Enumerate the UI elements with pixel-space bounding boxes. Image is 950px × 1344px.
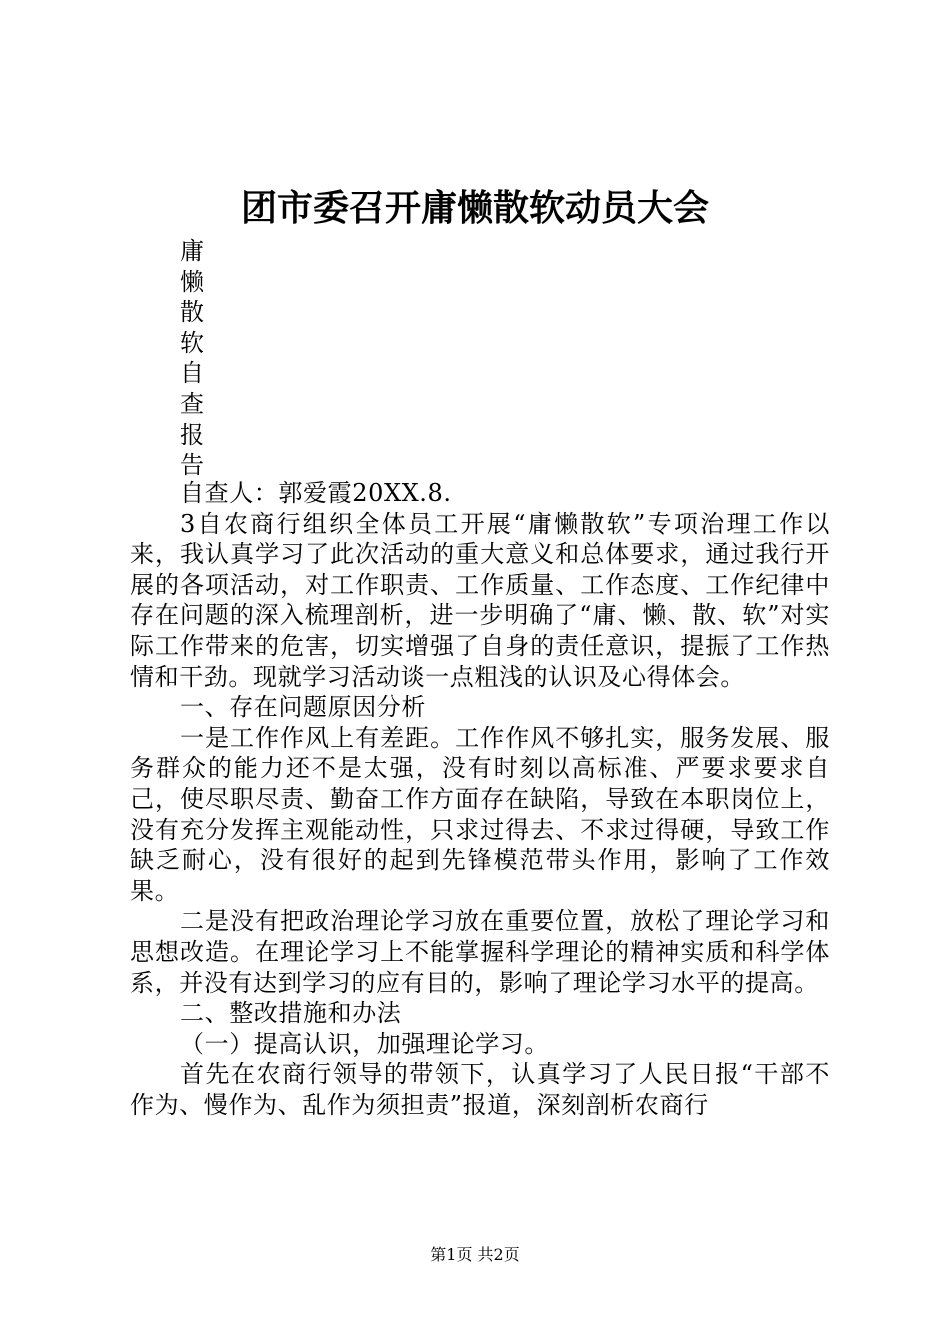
document-body bbox=[130, 478, 830, 1120]
vertical-heading bbox=[180, 236, 220, 481]
paragraph-problem-2: 二是没有把政治理论学习放在重要位置，放松了理论学习和思想改造。在理论学习上不能掌握科学理论的精神实质和科学体系，并没有达到学习的应有目的，影响了理论学习水平的提高。 bbox=[130, 907, 830, 997]
vertical-char: 庸 bbox=[180, 237, 204, 265]
paragraph-measure-1: 首先在农商行领导的带领下，认真学习了人民日报“干部不作为、慢作为、乱作为须担责”报道，深刻剖析农商行 bbox=[130, 1060, 830, 1119]
vertical-char: 查 bbox=[180, 389, 204, 418]
vertical-char: 告 bbox=[180, 451, 204, 480]
vertical-char: 散 bbox=[180, 298, 204, 327]
intro-paragraph: 3自农商行组织全体员工开展“庸懒散软”专项治理工作以来，我认真学习了此次活动的重大意义和总体要求，通过我行开展的各项活动，对工作职责、工作质量、工作态度、工作纪律中存在问题的深入梳理剖析，进一步明确了“庸、懒、散、软”对实际工作带来的危害，切实增强了自身的责任意识，提振了工作热情和干劲。现就学习活动谈一点粗浅的认识及心得体会。 bbox=[130, 509, 830, 691]
document-title: 团市委召开庸懒散软动员大会 bbox=[240, 187, 709, 229]
vertical-char: 自 bbox=[180, 359, 204, 388]
author-line: 自查人：郭爱霞20XX.8. bbox=[180, 479, 452, 507]
section-heading-2: 二、整改措施和办法 bbox=[180, 999, 402, 1028]
paragraph-problem-1: 一是工作作风上有差距。工作作风不够扎实，服务发展、服务群众的能力还不是太强，没有时刻以高标准、严要求要求自己，使尽职尽责、勤奋工作方面存在缺陷，导致在本职岗位上，没有充分发挥主观能动性，只求过得去、不求过得硬，导致工作缺乏耐心，没有很好的起到先锋模范带头作用，影响了工作效果。 bbox=[130, 723, 830, 905]
vertical-char: 报 bbox=[180, 420, 204, 449]
vertical-char: 软 bbox=[180, 328, 204, 357]
section-heading-1: 一、存在问题原因分析 bbox=[180, 693, 426, 722]
vertical-char: 懒 bbox=[180, 267, 204, 296]
subsection-heading-1: （一）提高认识，加强理论学习。 bbox=[180, 1029, 549, 1058]
page-footer: 第1页 共2页 bbox=[430, 1245, 520, 1264]
